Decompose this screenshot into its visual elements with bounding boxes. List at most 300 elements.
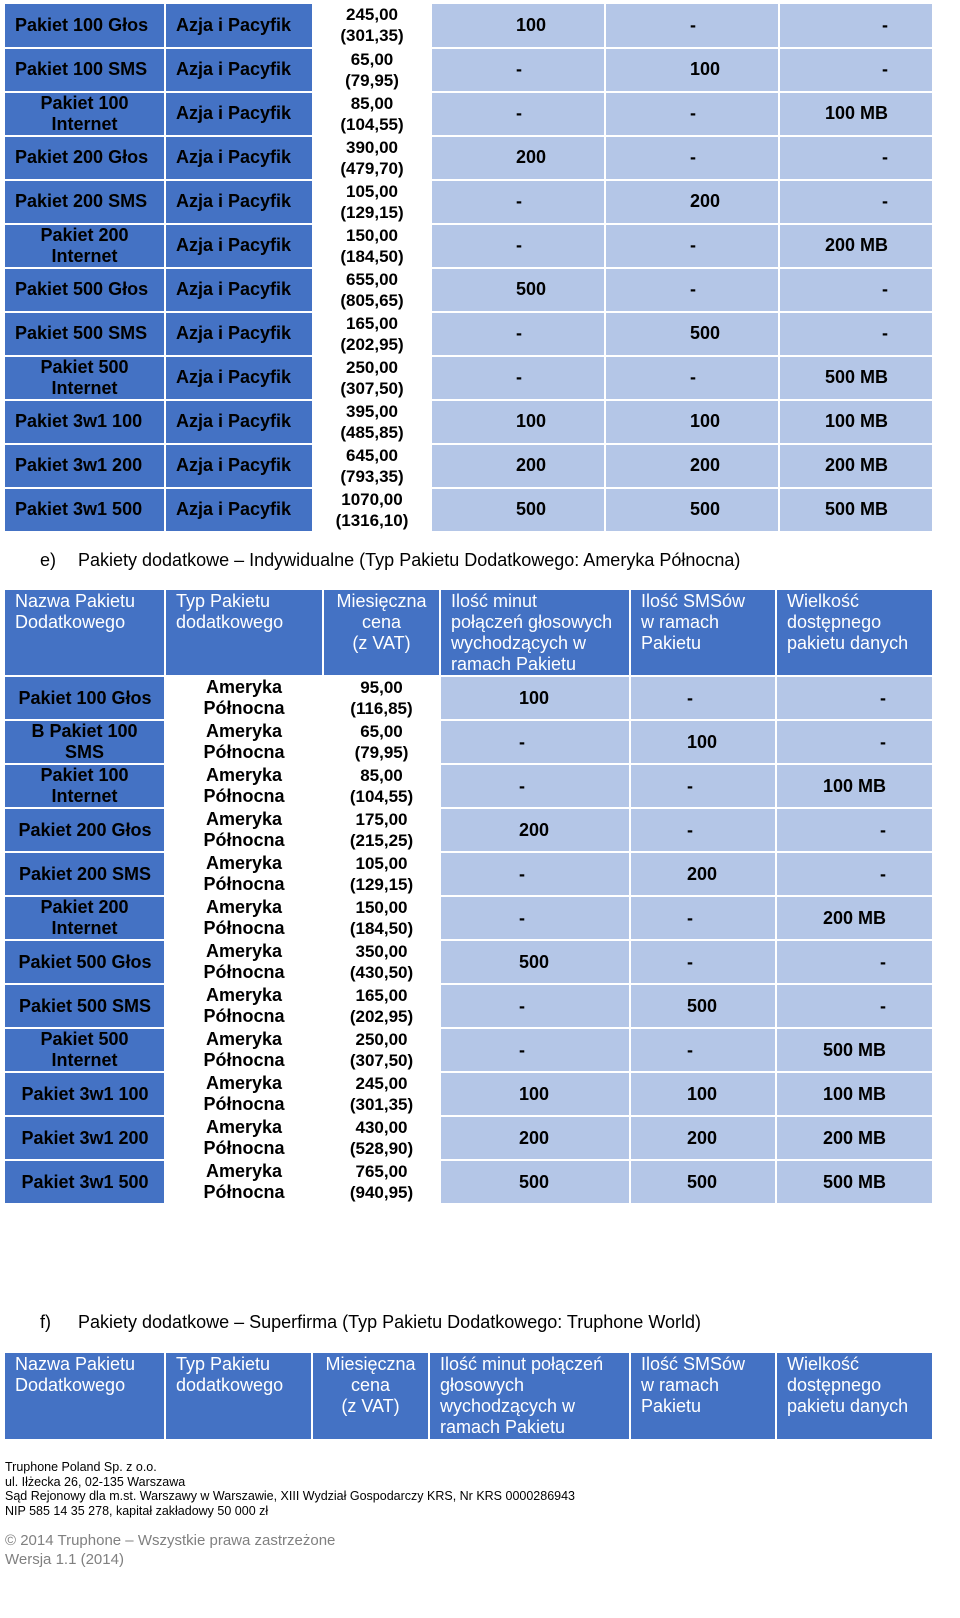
region-cell — [165, 852, 323, 896]
region-cell — [165, 808, 323, 852]
price: 150,00 — [346, 225, 398, 245]
price-cell — [323, 1028, 440, 1072]
region: Azja i Pacyfik — [176, 411, 292, 431]
sms: 200 — [690, 191, 721, 211]
header-name: Nazwa Pakietu Dodatkowego — [5, 1353, 165, 1439]
table-row — [5, 180, 933, 224]
header-type: Typ Pakietu dodatkowego — [165, 590, 323, 676]
minutes-cell — [440, 720, 630, 764]
price-cell — [313, 268, 431, 312]
data-cell — [779, 356, 933, 400]
region-cell — [165, 444, 313, 488]
minutes: 200 — [516, 455, 547, 475]
table-row — [5, 92, 933, 136]
version: Wersja 1.1 (2014) — [5, 1551, 124, 1568]
data-cell — [776, 808, 933, 852]
price: 655,00 — [346, 269, 398, 289]
price-cell — [323, 940, 440, 984]
package-name: Pakiet 200 Głos — [18, 819, 152, 840]
price: 245,00 — [355, 1074, 408, 1093]
minutes: 100 — [516, 14, 547, 35]
package-name-cell — [5, 312, 165, 356]
price-cell — [323, 764, 440, 808]
package-name-cell — [5, 224, 165, 268]
price: 765,00 — [355, 1162, 408, 1181]
truphone-world-table-header — [5, 1353, 933, 1439]
minutes-cell — [431, 268, 605, 312]
region: Azja i Pacyfik — [176, 279, 292, 299]
price-cell — [323, 808, 440, 852]
data-volume: - — [882, 191, 888, 211]
data-volume: - — [880, 995, 886, 1016]
price: 395,00 — [346, 401, 398, 421]
package-name-cell — [5, 4, 165, 48]
region-cell — [165, 136, 313, 180]
data-cell — [779, 4, 933, 48]
truphone-world-table — [5, 1353, 934, 1439]
data-volume: 200 MB — [824, 455, 888, 475]
price: 1070,00 — [341, 489, 403, 509]
minutes: - — [519, 775, 525, 796]
sms: - — [690, 367, 696, 387]
package-name: Pakiet 3w1 100 — [21, 1083, 149, 1104]
price: 105,00 — [355, 854, 408, 873]
minutes: 500 — [519, 1171, 550, 1192]
price-vat: (1316,10) — [335, 510, 409, 530]
table-row — [5, 676, 933, 720]
region-line: Ameryka — [205, 1029, 283, 1049]
minutes: 100 — [519, 1083, 550, 1104]
minutes: - — [516, 103, 522, 123]
data-volume: 100 MB — [822, 1083, 886, 1104]
data-volume: 500 MB — [822, 1039, 886, 1060]
minutes: - — [519, 995, 525, 1016]
sms-cell — [630, 1160, 776, 1204]
data-cell — [779, 268, 933, 312]
table-row — [5, 136, 933, 180]
sms-cell — [605, 136, 779, 180]
data-volume: - — [882, 59, 888, 79]
sms: 500 — [687, 995, 718, 1016]
sms: 100 — [690, 59, 721, 79]
section-f-title — [40, 1312, 701, 1333]
data-cell — [779, 312, 933, 356]
price-vat: (202,95) — [349, 1007, 414, 1026]
sms-cell — [630, 1116, 776, 1160]
region-cell — [165, 940, 323, 984]
region-line: Ameryka — [205, 1161, 283, 1181]
price-vat: (129,15) — [349, 875, 414, 894]
data-cell — [776, 764, 933, 808]
package-name: Pakiet 100 Internet — [40, 765, 129, 806]
price: 245,00 — [346, 5, 398, 25]
minutes: - — [519, 907, 525, 928]
region-line: Ameryka — [205, 941, 283, 961]
sms: 200 — [687, 1127, 718, 1148]
region-cell — [165, 92, 313, 136]
price-cell — [313, 224, 431, 268]
data-volume: - — [880, 863, 886, 884]
package-name-cell — [5, 852, 165, 896]
asia-pacific-table-body — [5, 4, 933, 532]
data-cell — [776, 852, 933, 896]
header-price: Miesięczna cena (z VAT) — [312, 1353, 429, 1439]
price-cell — [313, 136, 431, 180]
header-name: Nazwa Pakietu Dodatkowego — [5, 590, 165, 676]
price: 350,00 — [355, 942, 408, 961]
price-cell — [323, 1116, 440, 1160]
minutes: 200 — [516, 147, 547, 167]
table-row — [5, 312, 933, 356]
copyright: © 2014 Truphone – Wszystkie prawa zastrzeżone — [5, 1532, 336, 1549]
sms-cell — [630, 1072, 776, 1116]
package-name: Pakiet 500 Internet — [40, 1029, 129, 1070]
price-vat: (129,15) — [340, 202, 404, 222]
price: 165,00 — [355, 986, 408, 1005]
package-name: B Pakiet 100 SMS — [31, 721, 138, 762]
sms: 100 — [687, 731, 718, 752]
data-cell — [779, 488, 933, 532]
minutes-cell — [440, 1116, 630, 1160]
price-cell — [313, 488, 431, 532]
region-cell — [165, 356, 313, 400]
section-e-text: Pakiety dodatkowe – Indywidualne (Typ Pakietu Dodatkowego: Ameryka Północna) — [78, 550, 741, 570]
region-line: Ameryka — [205, 1117, 283, 1137]
region: Azja i Pacyfik — [176, 147, 292, 167]
minutes: - — [516, 323, 522, 343]
data-volume: - — [882, 147, 888, 167]
minutes: 100 — [516, 411, 547, 431]
minutes-cell — [431, 92, 605, 136]
region-cell — [165, 268, 313, 312]
data-volume: - — [880, 687, 886, 708]
table-row — [5, 268, 933, 312]
data-volume: 500 MB — [822, 1171, 886, 1192]
price-vat: (104,55) — [340, 114, 404, 134]
price: 95,00 — [360, 678, 403, 697]
package-name: Pakiet 3w1 100 — [15, 411, 143, 431]
price: 645,00 — [346, 445, 398, 465]
minutes-cell — [431, 312, 605, 356]
minutes-cell — [440, 940, 630, 984]
sms: - — [687, 775, 693, 796]
sms-cell — [605, 488, 779, 532]
price: 175,00 — [355, 810, 408, 829]
region: Azja i Pacyfik — [176, 235, 292, 255]
data-volume: 500 MB — [824, 367, 888, 387]
data-cell — [779, 136, 933, 180]
sms: - — [690, 147, 696, 167]
header-sms: Ilość SMSów w ramach Pakietu — [630, 590, 776, 676]
data-cell — [779, 92, 933, 136]
data-volume: 500 MB — [824, 499, 888, 519]
region-line: Północna — [203, 874, 285, 894]
data-volume: - — [882, 323, 888, 343]
region-cell — [165, 764, 323, 808]
sms-cell — [630, 984, 776, 1028]
minutes-cell — [431, 356, 605, 400]
minutes: - — [516, 235, 522, 255]
minutes: 500 — [519, 951, 550, 972]
package-name: Pakiet 200 SMS — [18, 863, 152, 884]
package-name: Pakiet 500 Głos — [15, 279, 149, 299]
package-name-cell — [5, 356, 165, 400]
sms-cell — [630, 940, 776, 984]
sms: - — [690, 279, 696, 299]
minutes-cell — [440, 1072, 630, 1116]
sms-cell — [630, 852, 776, 896]
region-line: Północna — [203, 1094, 285, 1114]
price-vat: (479,70) — [340, 158, 404, 178]
data-cell — [776, 1072, 933, 1116]
table-row — [5, 356, 933, 400]
region-cell — [165, 1028, 323, 1072]
price: 65,00 — [350, 49, 394, 69]
data-cell — [776, 1028, 933, 1072]
data-cell — [779, 224, 933, 268]
table-row — [5, 224, 933, 268]
price-cell — [313, 400, 431, 444]
sms: 100 — [687, 1083, 718, 1104]
region: Azja i Pacyfik — [176, 499, 292, 519]
price-vat: (307,50) — [340, 378, 404, 398]
package-name-cell — [5, 984, 165, 1028]
region-line: Północna — [203, 742, 285, 762]
table-row — [5, 444, 933, 488]
minutes: 200 — [519, 819, 550, 840]
table-row — [5, 1028, 933, 1072]
sms-cell — [630, 764, 776, 808]
sms-cell — [630, 720, 776, 764]
region-line: Północna — [203, 698, 285, 718]
header-price: Miesięczna cena (z VAT) — [323, 590, 440, 676]
package-name-cell — [5, 764, 165, 808]
price-cell — [313, 4, 431, 48]
package-name-cell — [5, 896, 165, 940]
sms: - — [687, 907, 693, 928]
data-cell — [776, 940, 933, 984]
region-cell — [165, 4, 313, 48]
price-cell — [323, 1160, 440, 1204]
package-name-cell — [5, 136, 165, 180]
section-f-letter: f) — [40, 1312, 51, 1332]
region-line: Północna — [203, 1138, 285, 1158]
header-minutes: Ilość minut połączeń głosowych wychodzących w ramach Pakietu — [440, 590, 630, 676]
section-f-text: Pakiety dodatkowe – Superfirma (Typ Pakietu Dodatkowego: Truphone World) — [78, 1312, 701, 1332]
region-cell — [165, 984, 323, 1028]
minutes: 100 — [519, 687, 550, 708]
minutes: - — [516, 191, 522, 211]
region: Azja i Pacyfik — [176, 191, 292, 211]
region-line: Ameryka — [205, 677, 283, 697]
table-row — [5, 1160, 933, 1204]
region: Azja i Pacyfik — [176, 367, 292, 387]
package-name-cell — [5, 1028, 165, 1072]
package-name-cell — [5, 1160, 165, 1204]
package-name-cell — [5, 940, 165, 984]
price-vat: (79,95) — [354, 743, 409, 762]
sms-cell — [605, 48, 779, 92]
price: 250,00 — [346, 357, 398, 377]
package-name: Pakiet 500 Głos — [18, 951, 152, 972]
minutes: - — [519, 731, 525, 752]
package-name-cell — [5, 444, 165, 488]
package-name: Pakiet 500 SMS — [18, 995, 152, 1016]
price-cell — [313, 180, 431, 224]
region-line: Północna — [203, 962, 285, 982]
price-vat: (116,85) — [350, 699, 413, 718]
region-cell — [165, 896, 323, 940]
minutes-cell — [440, 1160, 630, 1204]
price: 105,00 — [346, 181, 398, 201]
footer-line: ul. Iłżecka 26, 02-135 Warszawa — [5, 1474, 186, 1489]
data-cell — [779, 444, 933, 488]
table-row — [5, 4, 933, 48]
price: 85,00 — [360, 766, 403, 785]
region-line: Ameryka — [205, 765, 283, 785]
data-cell — [776, 676, 933, 720]
price: 65,00 — [360, 722, 403, 741]
region: Azja i Pacyfik — [176, 323, 292, 343]
company-footer — [5, 1460, 575, 1518]
sms: - — [687, 687, 693, 708]
sms-cell — [605, 312, 779, 356]
price-vat: (940,95) — [349, 1183, 414, 1202]
region-line: Ameryka — [205, 721, 283, 741]
minutes-cell — [431, 400, 605, 444]
sms: - — [687, 951, 693, 972]
region-cell — [165, 400, 313, 444]
table-row — [5, 48, 933, 92]
section-e-title — [40, 550, 740, 571]
price-vat: (184,50) — [340, 246, 404, 266]
price-cell — [313, 444, 431, 488]
package-name-cell — [5, 48, 165, 92]
package-name: Pakiet 200 Internet — [40, 897, 129, 938]
header-data: Wielkość dostępnego pakietu danych — [776, 590, 933, 676]
price-vat: (805,65) — [340, 290, 404, 310]
data-cell — [776, 1116, 933, 1160]
table-row — [5, 808, 933, 852]
region-cell — [165, 1072, 323, 1116]
price-cell — [313, 92, 431, 136]
price-cell — [313, 312, 431, 356]
price-cell — [313, 356, 431, 400]
data-cell — [776, 984, 933, 1028]
minutes-cell — [431, 488, 605, 532]
package-name-cell — [5, 808, 165, 852]
price: 430,00 — [355, 1118, 408, 1137]
package-name: Pakiet 500 SMS — [15, 323, 148, 343]
sms-cell — [630, 676, 776, 720]
package-name-cell — [5, 1116, 165, 1160]
region-cell — [165, 720, 323, 764]
north-america-table — [5, 590, 934, 1205]
package-name: Pakiet 200 SMS — [15, 191, 148, 211]
package-name: Pakiet 100 Głos — [18, 687, 152, 708]
package-name: Pakiet 200 Internet — [40, 224, 129, 266]
price-vat: (184,50) — [349, 919, 414, 938]
region-cell — [165, 224, 313, 268]
package-name: Pakiet 200 Głos — [15, 147, 149, 167]
price: 250,00 — [355, 1030, 408, 1049]
price: 150,00 — [355, 898, 408, 917]
sms: 200 — [687, 863, 718, 884]
data-cell — [776, 1160, 933, 1204]
price-vat: (215,25) — [349, 831, 414, 850]
price-vat: (430,50) — [349, 963, 414, 982]
table-row — [5, 400, 933, 444]
header-sms: Ilość SMSów w ramach Pakietu — [630, 1353, 776, 1439]
price-vat: (301,35) — [349, 1095, 414, 1114]
minutes-cell — [431, 4, 605, 48]
package-name-cell — [5, 400, 165, 444]
sms-cell — [630, 1028, 776, 1072]
sms: 500 — [690, 499, 721, 519]
table-row — [5, 1072, 933, 1116]
region-line: Ameryka — [205, 897, 283, 917]
package-name: Pakiet 500 Internet — [40, 356, 129, 398]
data-cell — [776, 720, 933, 764]
sms: - — [687, 1039, 693, 1060]
region: Azja i Pacyfik — [176, 59, 292, 79]
minutes: 500 — [516, 279, 547, 299]
data-volume: 200 MB — [822, 907, 886, 928]
package-name: Pakiet 100 Internet — [40, 92, 129, 134]
sms-cell — [605, 268, 779, 312]
footer-line: NIP 585 14 35 278, kapitał zakładowy 50 000 zł — [5, 1503, 269, 1518]
sms: 500 — [690, 323, 721, 343]
sms-cell — [605, 224, 779, 268]
data-volume: - — [880, 731, 886, 752]
price-cell — [323, 720, 440, 764]
region-line: Północna — [203, 1182, 285, 1202]
minutes: - — [519, 1039, 525, 1060]
package-name-cell — [5, 1072, 165, 1116]
price-vat: (307,50) — [349, 1051, 414, 1070]
package-name-cell — [5, 488, 165, 532]
data-cell — [779, 400, 933, 444]
data-volume: 200 MB — [822, 1127, 886, 1148]
sms-cell — [605, 444, 779, 488]
data-volume: - — [880, 951, 886, 972]
package-name: Pakiet 3w1 500 — [15, 499, 143, 519]
package-name-cell — [5, 268, 165, 312]
minutes: - — [516, 367, 522, 387]
package-name-cell — [5, 180, 165, 224]
minutes-cell — [431, 48, 605, 92]
sms: 100 — [690, 411, 721, 431]
data-volume: - — [882, 14, 888, 35]
region-line: Północna — [203, 1050, 285, 1070]
sms: 200 — [690, 455, 721, 475]
data-volume: 100 MB — [824, 103, 888, 123]
minutes-cell — [440, 1028, 630, 1072]
price: 85,00 — [350, 93, 394, 113]
sms: - — [690, 14, 696, 35]
region-line: Północna — [203, 786, 285, 806]
region-cell — [165, 180, 313, 224]
region-cell — [165, 488, 313, 532]
table-row — [5, 852, 933, 896]
price-vat: (528,90) — [349, 1139, 414, 1158]
sms-cell — [630, 808, 776, 852]
price-vat: (79,95) — [345, 70, 399, 90]
minutes-cell — [431, 136, 605, 180]
sms: - — [687, 819, 693, 840]
table-row — [5, 764, 933, 808]
data-cell — [779, 180, 933, 224]
